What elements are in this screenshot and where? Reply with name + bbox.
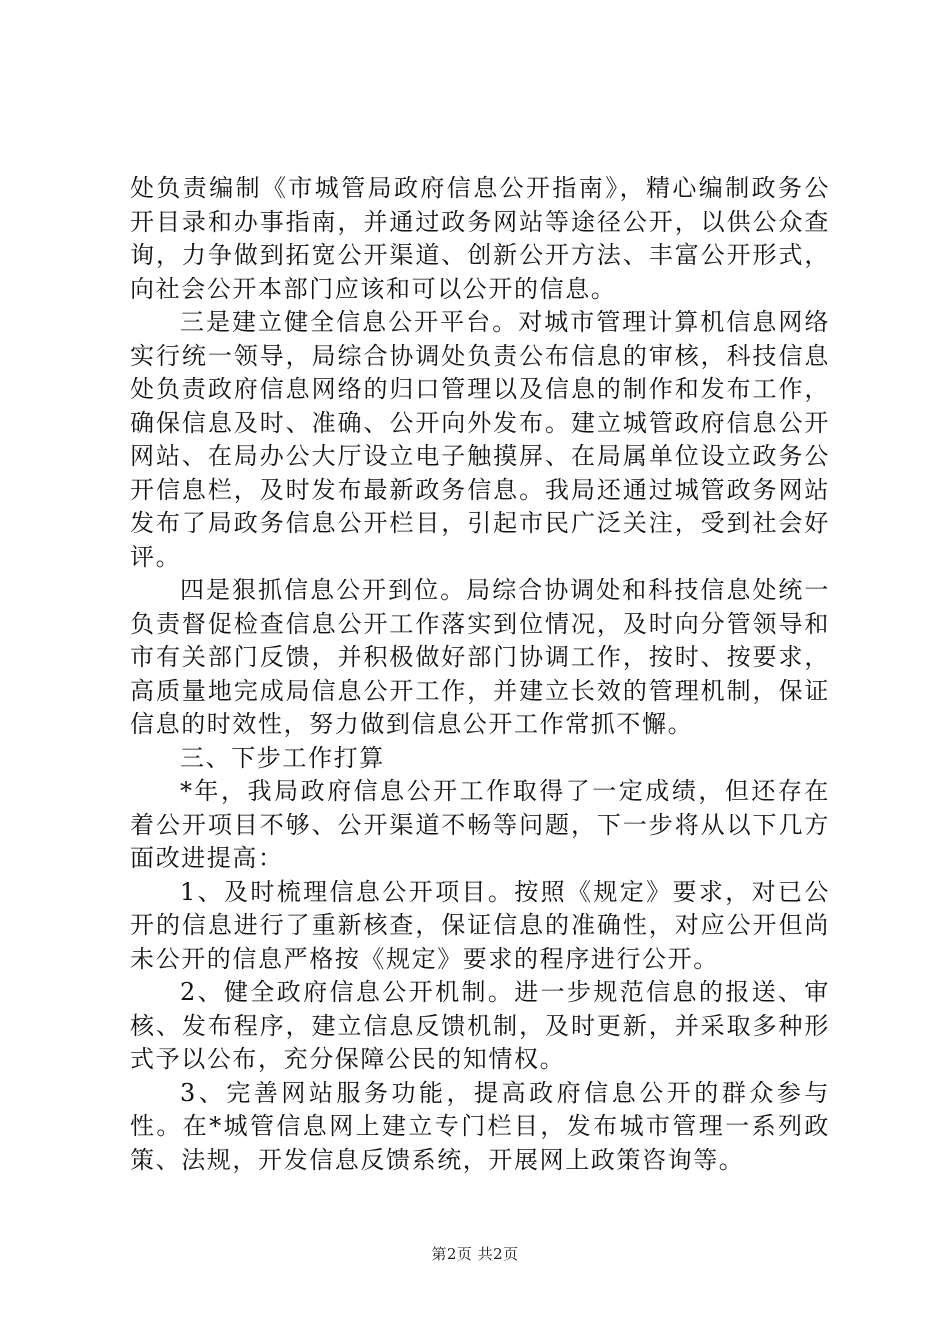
list-item-3: 3、完善网站服务功能，提高政府信息公开的群众参与性。在*城管信息网上建立专门栏目，发布城市管理一系列政策、法规，开发信息反馈系统，开展网上政策咨询等。: [130, 1078, 830, 1174]
page-footer: 第2页 共2页: [431, 1245, 519, 1263]
section-heading-next-steps: 三、下步工作打算: [180, 743, 385, 772]
list-item-2: 2、健全政府信息公开机制。进一步规范信息的报送、审核、发布程序，建立信息反馈机制，及时更新，并采取多种形式予以公布，充分保障公民的知情权。: [130, 978, 830, 1073]
paragraph-implementation: 四是狠抓信息公开到位。局综合协调处和科技信息处统一负责督促检查信息公开工作落实到位情况，及时向分管领导和市有关部门反馈，并积极做好部门协调工作，按时、按要求，高质量地完成局信息公开工作，并建立长效的管理机制，保证信息的时效性，努力做到信息公开工作常抓不懈。: [130, 576, 830, 738]
list-item-1: 1、及时梳理信息公开项目。按照《规定》要求，对已公开的信息进行了重新核查，保证信息的准确性，对应公开但尚未公开的信息严格按《规定》要求的程序进行公开。: [130, 877, 830, 973]
document-body: [130, 172, 830, 1177]
paragraph-platform: 三是建立健全信息公开平台。对城市管理计算机信息网络实行统一领导，局综合协调处负责公布信息的审核，科技信息处负责政府信息网络的归口管理以及信息的制作和发布工作，确保信息及时、准确、公开向外发布。建立城管政府信息公开网站、在局办公大厅设立电子触摸屏、在局属单位设立政务公开信息栏，及时发布最新政务信息。我局还通过城管政务网站发布了局政务信息公开栏目，引起市民广泛关注，受到社会好评。: [130, 308, 830, 571]
paragraph-summary: *年，我局政府信息公开工作取得了一定成绩，但还存在着公开项目不够、公开渠道不畅等问题，下一步将从以下几方面改进提高：: [130, 777, 830, 872]
paragraph-1: 处负责编制《市城管局政府信息公开指南》，精心编制政务公开目录和办事指南，并通过政务网站等途径公开，以供公众查询，力争做到拓宽公开渠道、创新公开方法、丰富公开形式，向社会公开本部门应该和可以公开的信息。: [130, 174, 830, 303]
